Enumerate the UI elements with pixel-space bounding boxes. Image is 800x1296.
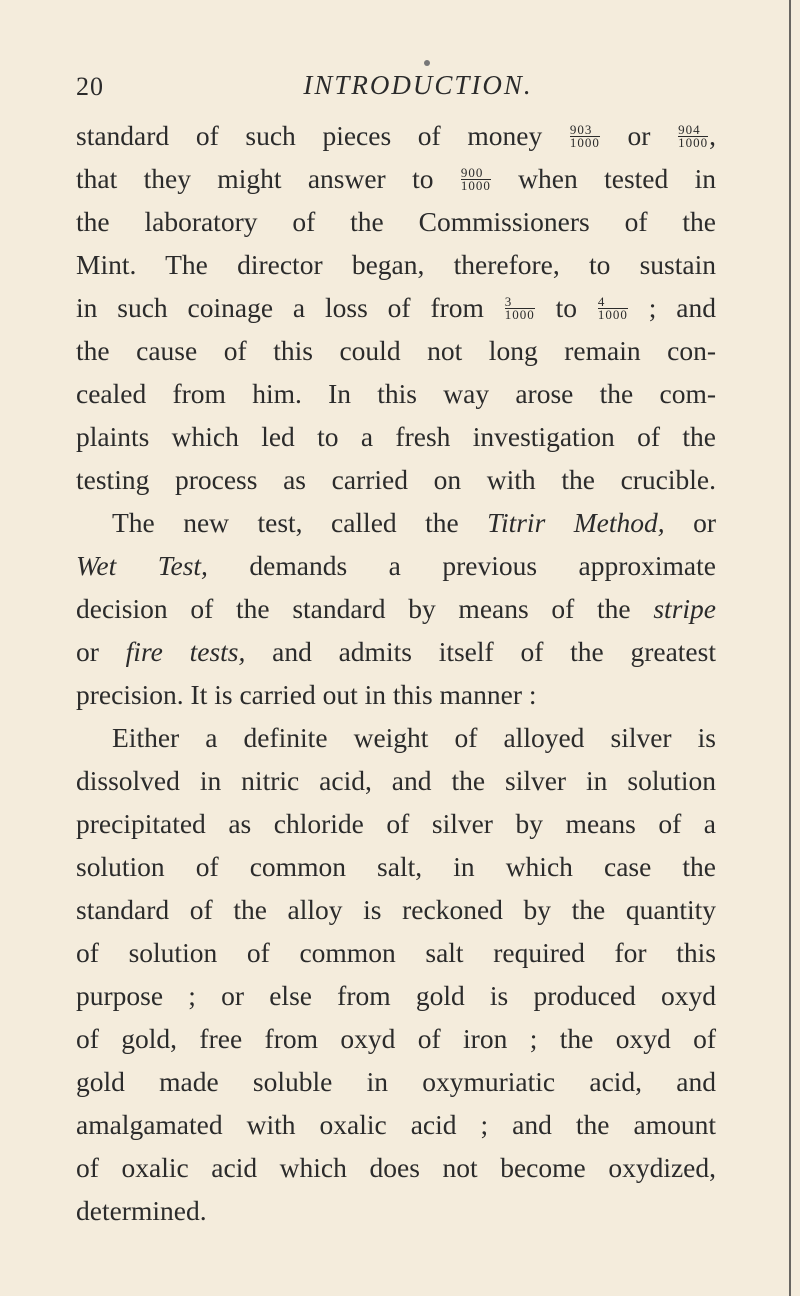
fraction	[505, 296, 535, 321]
text-line: plaints which led to a fresh investigation of the	[76, 421, 716, 452]
text-line	[76, 544, 716, 587]
text-line: dissolved in nitric acid, and the silver in solution	[76, 765, 716, 796]
italic-term: Titrir Method,	[487, 507, 665, 538]
text-line: solution of common salt, in which case the	[76, 851, 716, 882]
text-segment: or	[76, 636, 126, 667]
text-line	[76, 630, 716, 673]
text-segment: that they might answer to	[76, 163, 460, 194]
fraction-denominator: 1000	[460, 178, 491, 193]
text-segment: to	[535, 292, 597, 323]
text-line: precision. It is carried out in this manner :	[76, 679, 537, 710]
fraction	[570, 124, 600, 149]
running-title	[0, 70, 800, 101]
text-line	[76, 501, 716, 544]
text-segment: in such coinage a loss of from	[76, 292, 504, 323]
fraction-denominator: 1000	[597, 307, 628, 322]
text-segment: when tested in	[491, 163, 716, 194]
text-line: testing process as carried on with the crucible.	[76, 464, 716, 495]
text-line: purpose ; or else from gold is produced oxyd	[76, 980, 716, 1011]
text-line: of oxalic acid which does not become oxydized,	[76, 1152, 716, 1183]
text-segment: ,	[709, 120, 716, 151]
text-line: standard of the alloy is reckoned by the quantity	[76, 894, 716, 925]
text-segment: and admits itself of the greatest	[245, 636, 716, 667]
fraction-denominator: 1000	[569, 135, 600, 150]
text-line	[76, 286, 716, 329]
text-segment: or	[664, 507, 716, 538]
fraction-numerator: 903	[569, 122, 593, 137]
fraction-denominator: 1000	[504, 307, 535, 322]
text-line: the cause of this could not long remain con-	[76, 335, 716, 366]
fraction	[598, 296, 628, 321]
text-line: Either a definite weight of alloyed silver is	[112, 722, 716, 753]
page-edge-line	[789, 0, 791, 1296]
text-segment: decision of the standard by means of the	[76, 593, 654, 624]
body-text	[76, 114, 716, 1232]
text-line: cealed from him. In this way arose the com-	[76, 378, 716, 409]
text-segment: standard of such pieces of money	[76, 120, 569, 151]
text-line	[76, 114, 716, 157]
fraction-numerator: 3	[504, 294, 513, 309]
fraction-numerator: 4	[597, 294, 606, 309]
text-line: Mint. The director began, therefore, to sustain	[76, 249, 716, 280]
text-line: the laboratory of the Commissioners of the	[76, 206, 716, 237]
italic-term: Wet Test,	[76, 550, 208, 581]
fraction-denominator: 1000	[678, 135, 709, 150]
text-line: gold made soluble in oxymuriatic acid, and	[76, 1066, 716, 1097]
italic-term: stripe	[653, 593, 716, 624]
text-segment: ; and	[628, 292, 716, 323]
text-segment: or	[600, 120, 678, 151]
fraction	[678, 124, 708, 149]
fraction-numerator: 900	[460, 165, 484, 180]
running-title-text: INTRODUCTION.	[303, 70, 533, 100]
ink-speck	[424, 60, 430, 66]
text-line: determined.	[76, 1195, 207, 1226]
text-segment: demands a previous approximate	[207, 550, 716, 581]
text-line: of gold, free from oxyd of iron ; the oxyd of	[76, 1023, 716, 1054]
fraction-numerator: 904	[678, 122, 701, 137]
fraction	[461, 167, 491, 192]
text-line: precipitated as chloride of silver by means of a	[76, 808, 716, 839]
text-line	[76, 157, 716, 200]
italic-term: fire tests,	[125, 636, 246, 667]
text-line: of solution of common salt required for this	[76, 937, 716, 968]
text-line: amalgamated with oxalic acid ; and the amount	[76, 1109, 716, 1140]
text-line	[76, 587, 716, 630]
text-segment: The new test, called the	[112, 507, 488, 538]
page-number: 20	[76, 72, 104, 101]
